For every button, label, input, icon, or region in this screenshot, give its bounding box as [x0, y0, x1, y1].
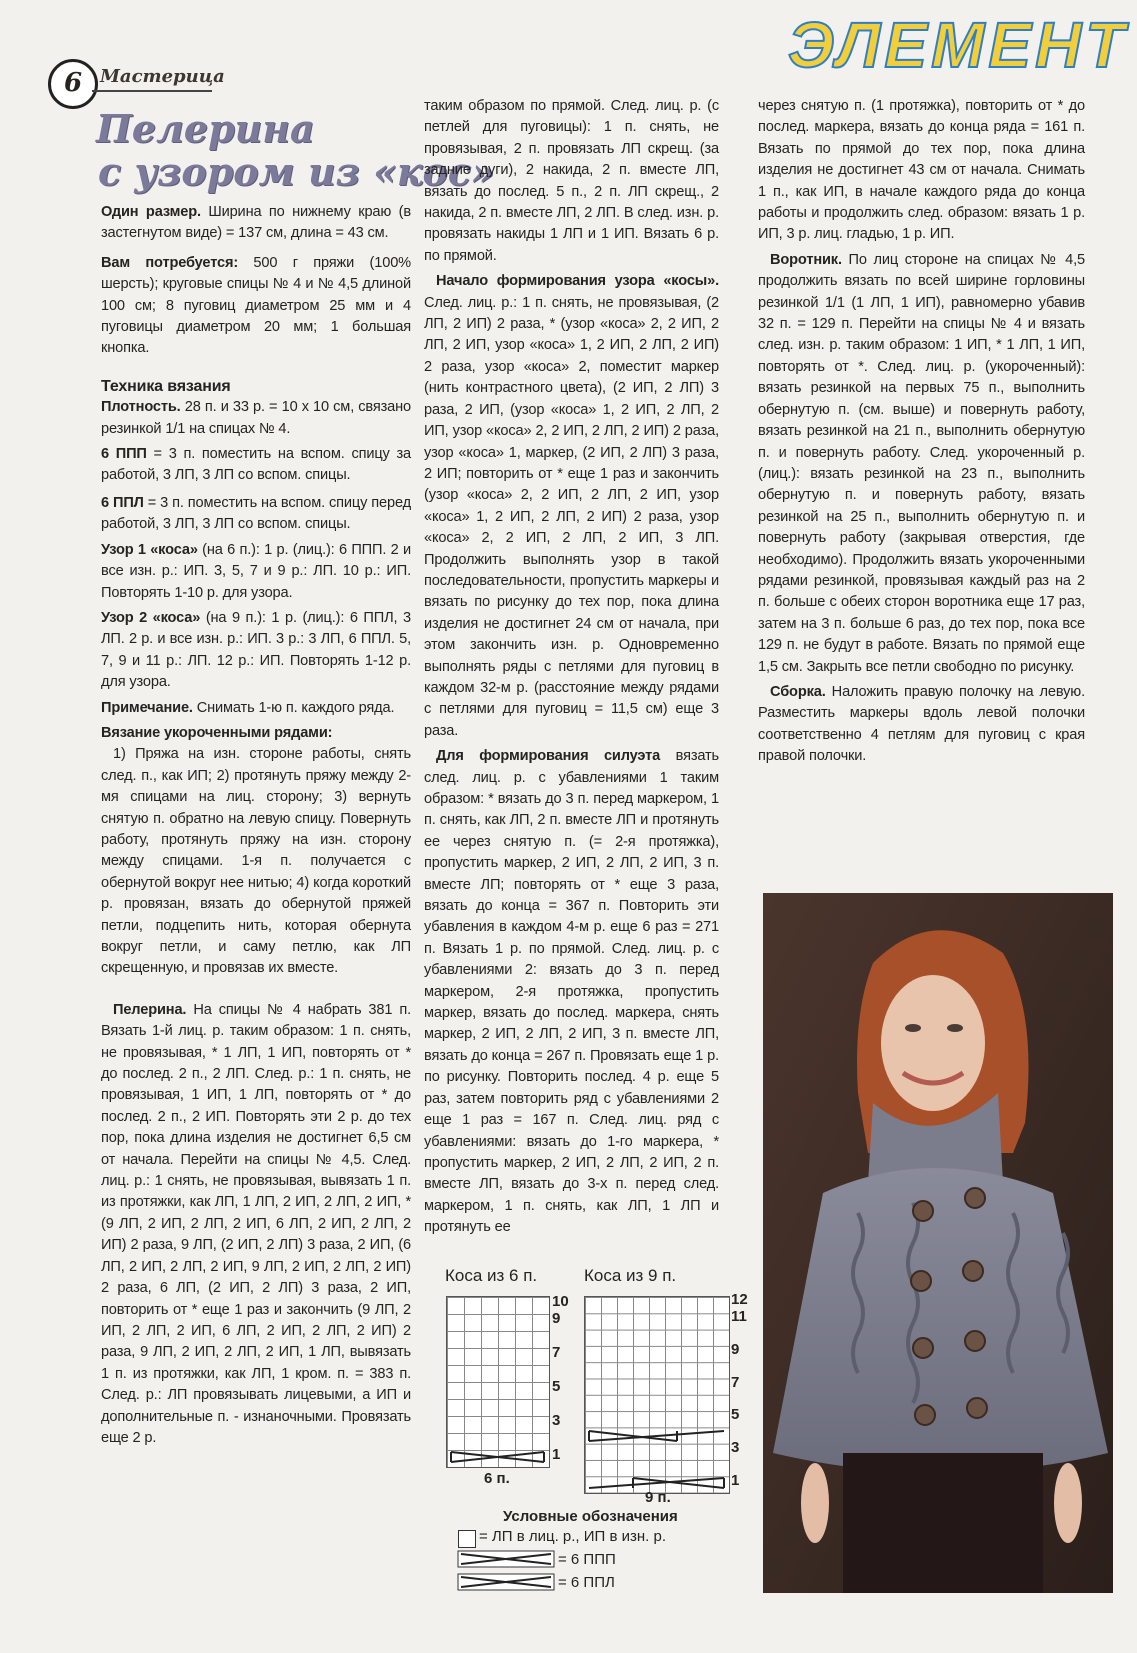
- size-para: [101, 202, 411, 245]
- ppp-para: [101, 444, 411, 487]
- ppl-text: = 3 п. поместить на вспом. спицу перед работой, 3 ЛП, 3 ЛП со вспом. спицы.: [101, 494, 411, 533]
- assembly-text: Наложить правую полочку на левую. Разместить маркеры вдоль левой полочки соответственно 4 петлям для пуговиц с края правой полочки.: [758, 683, 1085, 765]
- legend-item-3: = 6 ППЛ: [558, 1574, 615, 1591]
- cables-start-text: След. лиц. р.: 1 п. снять, не провязывая, (2 ЛП, 2 ИП) 2 раза, * (узор «коса» 2, 2 ИП, 2 ЛП, 2 ИП, узор «коса» 1, 2 ИП, 2 ЛП, 2 ИП) 2 раза, узор «коса» 2, поместит маркер (нить контрастного цвета), (2 ИП, 2 ЛП) 3 раза, 2 ИП, (узор «коса» 1, 2 ИП, 2 ЛП, 2 ИП, узор «коса» 2, 2 ИП, 2 ЛП, 2 ИП) 2 раза, узор «коса» 1, маркер, (2 ИП, 2 ЛП) 3 раза, 2 ИП; повторить от * еще 1 раз и закончить (узор «коса» 2, 2 ИП, 2 ЛП, 2 ИП, узор «коса» 1, 2 ИП, 2 ЛП, 2 ИП) 2 раза, узор «коса» 2, 2 ИП, 2 ЛП, 2 ИП, 3 ЛП. Продолжить выполнять узор в такой последовательности, пропустить маркеры и вязать по рисунку до тех пор, пока длина изделия не достигнет 24 см от начала, при этом закончить изн. р. Одновременно выполнять ряды с петлями для пуговиц в каждом 32-м р. (расстояние между рядами с петлями для пуговиц = 11,5 см) еще 3 раза.: [424, 294, 719, 739]
- ppp-label: 6 ППП: [101, 446, 147, 463]
- ppl-label: 6 ППЛ: [101, 494, 144, 511]
- size-label: Один размер.: [101, 204, 201, 220]
- assembly-para: [758, 682, 1085, 768]
- cables-start-para: [424, 271, 719, 742]
- pattern2-para: [101, 608, 411, 694]
- silhouette-para: [424, 746, 719, 1238]
- chart2-row-11: 11: [731, 1308, 747, 1325]
- chart2-row-5: 5: [731, 1406, 740, 1423]
- chart1-width-label: 6 п.: [484, 1470, 510, 1487]
- article-title-line2: с узором из «кос»: [98, 149, 495, 194]
- collar-text: По лиц стороне на спицах № 4,5 продолжить вязать по всей ширине горловины резинкой 1/1 (1 ЛП, 1 ИП), равномерно убавив 32 п. = 129 п. Перейти на спицы № 4 и вязать след. изн. р. таким образом: 1 ИП, * 1 ЛП, 1 ИП, повторять от *. След. лиц. р. (укороченный): вязать резинкой на первых 75 п., выполнить обернутую п. (см. выше) и повернуть работу, вязать резинкой на 21 п., выполнить обернутую п. и повернуть работу. След. укороченный р. (лиц.): вязать резинкой на 23 п., выполнить обернутую п. и повернуть работу, вязать резинкой на 25 п., выполнить обернутую п. и повернуть работу (закрывая отверстия, где необходимо). Продолжить вязать укороченными рядами резинкой, провязывая каждый раз на 2 п. больше с обеих сторон воротника еще 17 раз, затем на 3 п. больше 6 раз, до тех пор, пока все 129 п. не будут в работе. Вязать по прямой еще 1,5 см. Закрыть все петли свободно по рисунку.: [758, 251, 1085, 675]
- short-rows-text: 1) Пряжа на изн. стороне работы, снять след. п., как ИП; 2) протянуть пряжу между 2-мя спицами на лиц. сторону; 3) вернуть снятую п. обратно на левую спицу. Повернуть работу, протянуть пряжу на изн. сторону между спицами. 1-я п. получается с обернутой вокруг нее нитью; 4) когда короткий р. провязан, вязать до обернутой пряжей петли, подцепить нить, которая обернута вокруг петли, и саму петлю, как ЛП скрещенную, и провязав их вместе.: [101, 746, 411, 977]
- chart2-row-1: 1: [731, 1472, 740, 1489]
- pattern1-para: [101, 540, 411, 604]
- chart1-row-3: 3: [552, 1412, 561, 1429]
- col2-para1: таким образом по прямой. След. лиц. р. (с петлей для пуговицы): 1 п. снять, не провязывая, 2 п. провязать ЛП скрещ. (за задние дуги), 2 накида, 2 п. вместе ЛП, вязать до послед. 5 п., 2 п. ЛП скрещ., 2 накида, 2 п. вместе ЛП, 2 ЛП. В след. изн. р. провязать накиды 1 ЛП и 1 ИП. Вязать 6 р. по прямой.: [424, 98, 719, 264]
- short-rows-heading: Вязание укороченными рядами:: [101, 724, 333, 741]
- article-title-line1: Пелерина: [96, 106, 315, 151]
- ppp-text: = 3 п. поместить на вспом. спицу за работой, 3 ЛП, 3 ЛП со вспом. спицы.: [101, 446, 411, 484]
- chart2-row-12: 12: [731, 1291, 748, 1308]
- chart1-cross-symbol: [447, 1449, 548, 1465]
- assembly-label: Сборка.: [770, 683, 826, 700]
- technique-heading: Техника вязания: [101, 377, 231, 395]
- chart1-title: Коса из 6 п.: [445, 1266, 538, 1285]
- model-photo: [763, 893, 1113, 1593]
- chart2-grid: [584, 1296, 730, 1494]
- chart2-title: Коса из 9 п.: [584, 1266, 677, 1285]
- cape-para: [101, 1000, 411, 1450]
- column-2: [424, 96, 719, 1239]
- column-1: [101, 202, 411, 1449]
- collar-para: [758, 250, 1085, 678]
- cape-text: На спицы № 4 набрать 381 п. Вязать 1-й лиц. р. таким образом: 1 п. снять, не провязывая, * 1 ЛП, 1 ИП, повторять от * до послед. 2 п., 2 ЛП. След. р.: 1 п. снять, не провязывая, 1 ИП, 1 ЛП, повторять от * до послед. 2 п., 2 ИП. Повторять эти 2 р. до тех пор, пока длина изделия не достигнет 6,5 см от начала. Перейти на спицы № 4,5. След. лиц. р.: 1 снять, не провязывая, вывязать 1 п. из протяжки, как ЛП, 1 ЛП, 2 ИП, 2 ЛП, 2 ИП, * (9 ЛП, 2 ИП, 2 ЛП, 2 ИП, 6 ЛП, 2 ИП, 2 ЛП, 2 ИП) 2 раза, 9 ЛП, (2 ИП, 2 ЛП) 3 раза, 2 ИП, (6 ЛП, 2 ИП, 2 ЛП, 2 ИП, 9 ЛП, 2 ИП, 2 ЛП, 2 ИП) 2 раза, 6 ЛП, (2 ИП, 2 ЛП) 3 раза, 2 ИП, повторить от * еще 1 раз и закончить (9 ЛП, 2 ИП, 2 ЛП, 2 ИП, 6 ЛП, 2 ИП, 2 ЛП, 2 ИП) 2 раза, 9 ЛП, 2 ИП, 2 ЛП, 2 ИП, 1 ЛП, вывязать 1 п. из протяжки, как ЛП, 1 кром. п. = 383 п. След. р.: ЛП провязывать лицевыми, а ИП и дополнительные п. - изнаночными. Провязать еще 2 р.: [101, 1001, 411, 1446]
- rubric-line: [92, 90, 212, 92]
- chart1-row-1: 1: [552, 1446, 561, 1463]
- pattern2-text: (на 9 п.): 1 р. (лиц.): 6 ППЛ, 3 ЛП. 2 р. и все изн. р.: ИП. 3 р.: 3 ЛП, 6 ППЛ. 5, 7, 9 и 11 р.: ЛП. 12 р.: ИП. Повторять 1-12 р. для узора.: [101, 609, 411, 691]
- silhouette-text: вязать след. лиц. р. с убавлениями 1 таким образом: * вязать до 3 п. перед маркером, 1 п. снять, как ЛП, 2 п. вместе ЛП и протянуть ее через снятую п. (= 2-я протяжка), пропустить маркер, 2 ИП, 2 ЛП, 2 ИП, 3 п. вместе ЛП; повторять от * еще 3 раза, вязать до конца = 367 п. Повторить эти убавления в каждом 4-м р. еще 6 раз = 271 п. Вязать 1 р. по прямой. След. лиц. р. с убавлениями 2: вязать до 3 п. перед маркером, 2-я протяжка, пропустить маркер, вязать до послед. маркера, снять маркер, 2 ИП, 2 ЛП, 2 ИП, 3 п. вместе ЛП, вязать до конца = 267 п. Провязать еще 1 р. по рисунку. Повторить послед. 4 р. еще 5 раз, затем повторить ряд с убавлениями 2 еще 1 раз = 167 п. След. лиц. ряд с убавлениями: вязать до 1-го маркера, * пропустить маркер, 2 ИП, 2 ЛП, 2 ИП, 2 п. вместе ЛП, вязать до 3-х п. перед след. маркером, 1 п. снять, как ЛП, 1 ЛП и протянуть ее: [424, 748, 719, 1236]
- cape-label: Пелерина.: [113, 1001, 187, 1018]
- ppl-para: [101, 493, 411, 536]
- chart1-grid: [446, 1296, 550, 1468]
- materials-para: [101, 253, 411, 360]
- pattern1-text: (на 6 п.): 1 р. (лиц.): 6 ППП. 2 и все изн. р.: ИП. 3, 5, 7 и 9 р.: ЛП. 10 р.: ИП. Повторять 1-10 р. для узора.: [101, 541, 411, 601]
- legend-title: Условные обозначения: [503, 1508, 678, 1525]
- density-label: Плотность.: [101, 399, 181, 416]
- chart1-row-9: 9: [552, 1310, 561, 1327]
- chart2-width-label: 9 п.: [645, 1489, 671, 1506]
- density-text: 28 п. и 33 р. = 10 х 10 см, связано резинкой 1/1 на спицах № 4.: [101, 399, 411, 437]
- brand-logo: ЭЛЕМЕНТ: [788, 9, 1129, 81]
- legend-item-1: = ЛП в лиц. р., ИП в изн. р.: [479, 1528, 667, 1545]
- materials-text: 500 г пряжи (100% шерсть); круговые спицы № 4 и № 4,5 длиной 100 см; 8 пуговиц диаметром 25 мм и 4 пуговицы диаметром 20 мм; 1 большая кнопка.: [101, 254, 411, 357]
- collar-label: Воротник.: [770, 251, 842, 268]
- chart2-row-7: 7: [731, 1374, 740, 1391]
- chart2-row-9: 9: [731, 1341, 740, 1358]
- density-para: [101, 397, 411, 440]
- chart1-row-7: 7: [552, 1344, 561, 1361]
- note-para: [101, 698, 411, 719]
- legend-empty-cell-icon: [458, 1530, 476, 1548]
- col3-para1: через снятую п. (1 протяжка), повторить от * до послед. маркера, вязать до конца ряда = 161 п. Вязать по прямой до тех пор, пока длина изделия не достигнет 43 см от начала. Снимать 1 п., как ИП, в начале каждого ряда до конца работы и продолжить след. образом: вязать 1 р. ИП, 3 р. лиц. гладью, 1 р. ИП.: [758, 98, 1085, 243]
- size-text: Ширина по нижнему краю (в застегнутом виде) = 137 см, длина = 43 см.: [101, 204, 412, 242]
- legend-item-2: = 6 ППП: [558, 1551, 616, 1568]
- note-text: Снимать 1-ю п. каждого ряда.: [192, 699, 395, 716]
- chart1-row-5: 5: [552, 1378, 561, 1395]
- pattern1-label: Узор 1 «коса»: [101, 541, 198, 558]
- materials-label: Вам потребуется:: [101, 254, 239, 271]
- legend-ppp-icon: [457, 1550, 555, 1568]
- legend-ppl-icon: [457, 1573, 555, 1591]
- pattern2-label: Узор 2 «коса»: [101, 609, 201, 626]
- page-number: 6: [48, 59, 98, 109]
- chart2-row-3: 3: [731, 1439, 740, 1456]
- silhouette-label: Для формирования силуэта: [436, 748, 661, 765]
- chart2-cross-symbol: [585, 1428, 728, 1444]
- note-label: Примечание.: [101, 699, 193, 716]
- column-3: [758, 96, 1085, 768]
- model-photo-illustration: [763, 893, 1113, 1593]
- rubric-label: Мастерица: [100, 66, 225, 87]
- chart1-row-10: 10: [552, 1293, 569, 1310]
- cables-start-label: Начало формирования узора «косы».: [436, 273, 719, 290]
